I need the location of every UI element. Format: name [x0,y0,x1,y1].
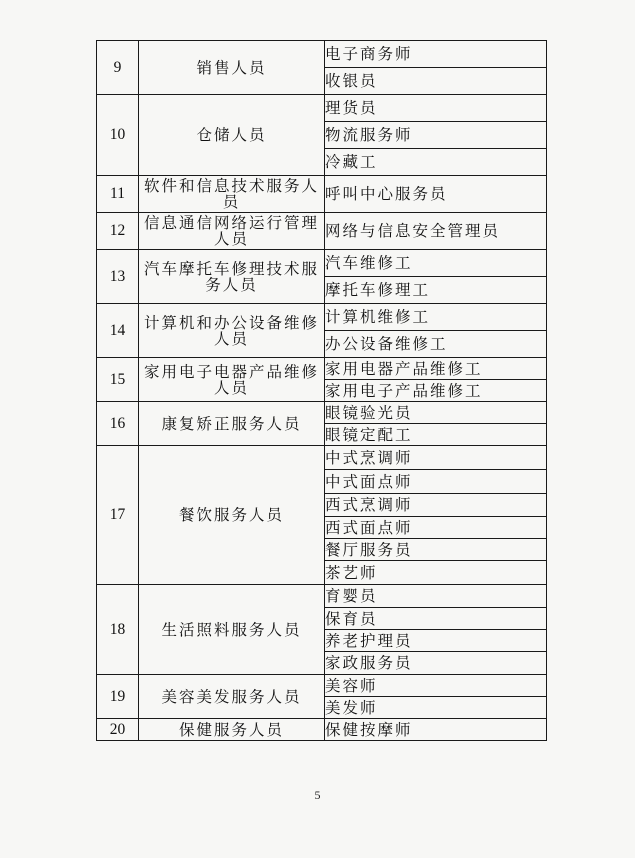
job-title: 保健按摩师 [325,719,547,741]
job-title: 保育员 [325,608,547,630]
occupation-category: 餐饮服务人员 [139,446,325,585]
table-row [97,675,547,697]
job-title: 计算机维修工 [325,304,547,331]
row-number: 13 [97,250,139,304]
job-title: 理货员 [325,95,547,122]
job-title: 茶艺师 [325,561,547,585]
table-row [97,250,547,277]
job-title: 摩托车修理工 [325,277,547,304]
row-number: 12 [97,213,139,250]
job-title: 电子商务师 [325,41,547,68]
job-title: 家政服务员 [325,652,547,675]
job-title: 汽车维修工 [325,250,547,277]
job-title: 美容师 [325,675,547,697]
table-row [97,719,547,741]
job-title: 家用电子产品维修工 [325,380,547,402]
job-title: 网络与信息安全管理员 [325,213,547,250]
occupation-category: 汽车摩托车修理技术服务人员 [139,250,325,304]
occupation-category: 康复矫正服务人员 [139,402,325,446]
occupation-category: 销售人员 [139,41,325,95]
table-row [97,176,547,213]
table-row [97,304,547,331]
occupation-table [96,40,547,741]
occupation-category: 信息通信网络运行管理人员 [139,213,325,250]
row-number: 10 [97,95,139,176]
job-title: 养老护理员 [325,630,547,652]
job-title: 西式烹调师 [325,494,547,517]
table-row [97,585,547,608]
job-title: 眼镜验光员 [325,402,547,424]
job-title: 家用电器产品维修工 [325,358,547,380]
table-row [97,402,547,424]
job-title: 物流服务师 [325,122,547,149]
job-title: 眼镜定配工 [325,424,547,446]
job-title: 育婴员 [325,585,547,608]
job-title: 冷藏工 [325,149,547,176]
job-title: 美发师 [325,697,547,719]
occupation-table-body [97,41,547,741]
occupation-category: 家用电子电器产品维修人员 [139,358,325,402]
occupation-category: 保健服务人员 [139,719,325,741]
occupation-category: 仓储人员 [139,95,325,176]
job-title: 中式烹调师 [325,446,547,470]
row-number: 17 [97,446,139,585]
occupation-category: 计算机和办公设备维修人员 [139,304,325,358]
row-number: 14 [97,304,139,358]
job-title: 呼叫中心服务员 [325,176,547,213]
job-title: 餐厅服务员 [325,539,547,561]
job-title: 收银员 [325,68,547,95]
occupation-category: 生活照料服务人员 [139,585,325,675]
table-row [97,358,547,380]
row-number: 19 [97,675,139,719]
table-row [97,95,547,122]
table-row [97,213,547,250]
row-number: 18 [97,585,139,675]
row-number: 15 [97,358,139,402]
table-row [97,446,547,470]
page-number: 5 [314,788,321,802]
row-number: 16 [97,402,139,446]
job-title: 办公设备维修工 [325,331,547,358]
row-number: 11 [97,176,139,213]
occupation-category: 美容美发服务人员 [139,675,325,719]
row-number: 9 [97,41,139,95]
occupation-category: 软件和信息技术服务人员 [139,176,325,213]
job-title: 中式面点师 [325,470,547,494]
job-title: 西式面点师 [325,517,547,539]
table-row [97,41,547,68]
row-number: 20 [97,719,139,741]
